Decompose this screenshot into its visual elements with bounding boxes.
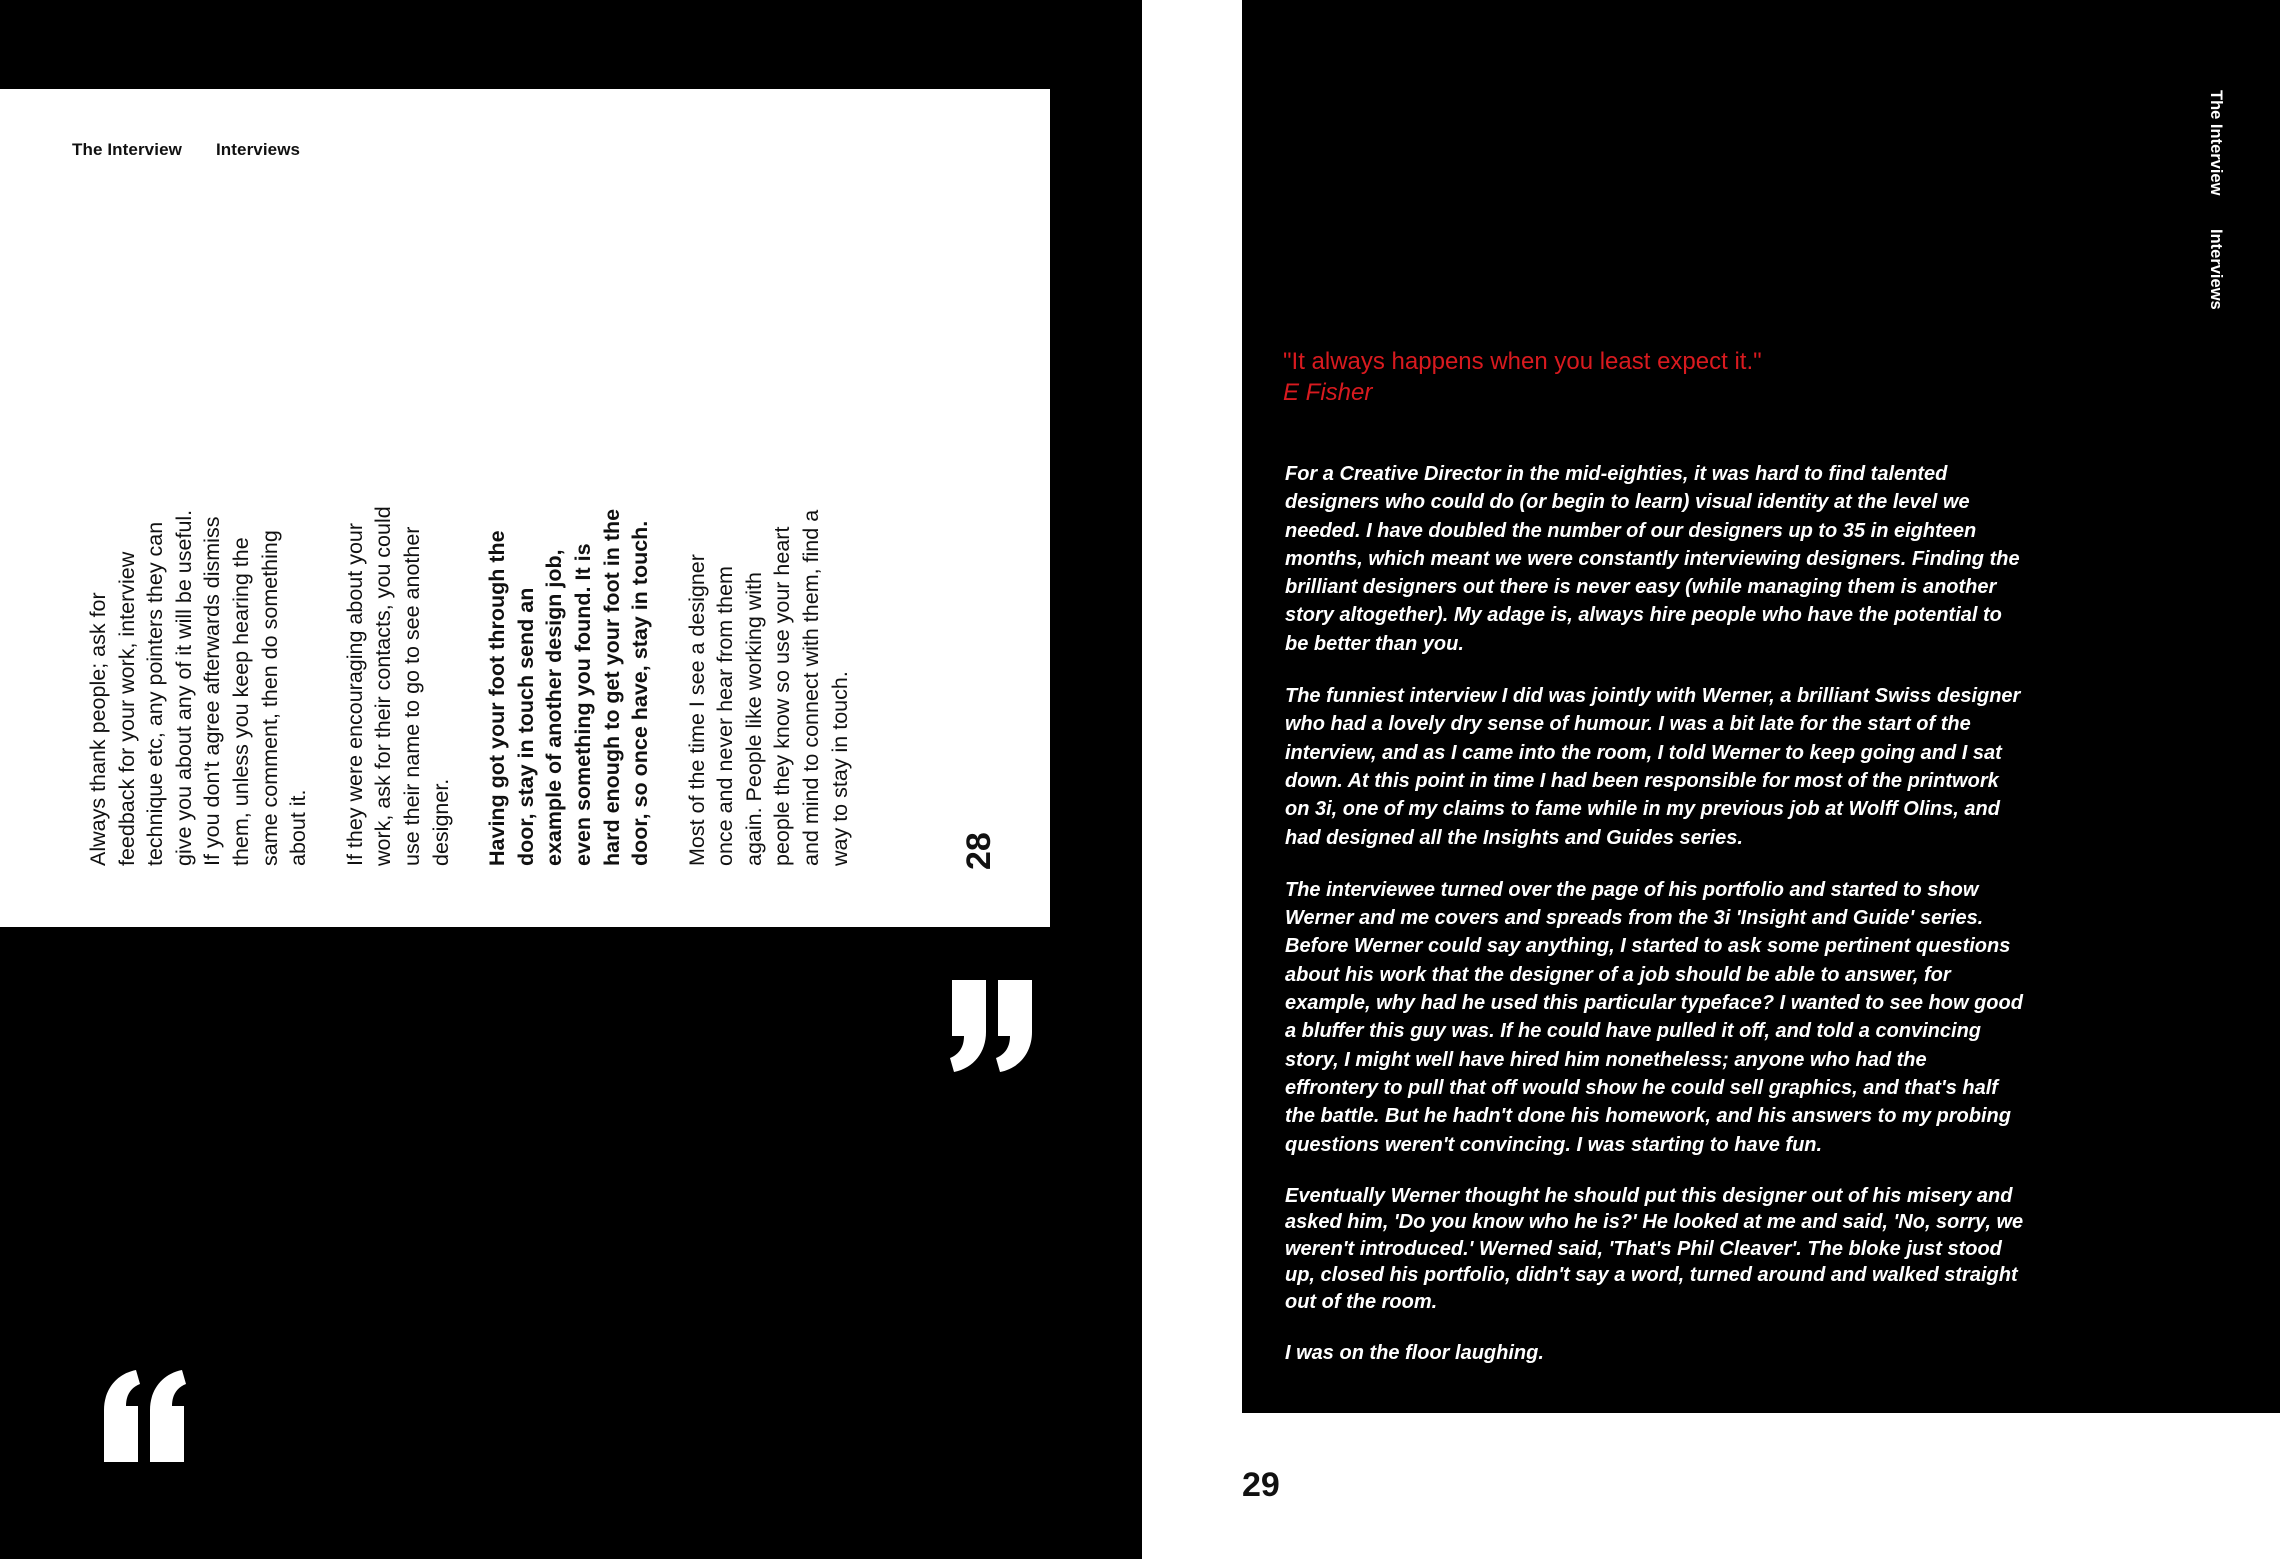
pull-quote-author: E Fisher (1283, 379, 1373, 406)
right-paragraph-4: Eventually Werner thought he should put this designer out of his misery and asked him, 'Do you know who he is?' He looked at me and said, 'No, sorry, we weren't introduced.' Werned said, 'That's Phil Cleaver'. The bloke just stood up, closed his portfolio, didn't say a word, turned around and walked straight out of the room. (1285, 1184, 2024, 1313)
page-number-right: 29 (1242, 1466, 1280, 1504)
close-quote-icon (950, 978, 1036, 1079)
left-paragraph-1: Always thank people; ask for feedback for your work, interview technique etc, any pointers they can give you about any of it will be useful. If you don't agree afterwards dismiss them, unless you keep hearing the same comment, then do something about it. (86, 509, 311, 866)
right-paragraph-3: The interviewee turned over the page of his portfolio and started to show Werner and me covers and spreads from the 3i 'Insight and Guide' series. Before Werner could say anything, I started to ask some pertinent questions about his work that the designer of a job should be able to answer, for example, why had he used this particular typeface? I wanted to see how good a bluffer this guy was. If he could have pulled it off, and told a convincing story, I might well have hired him nonetheless; anyone who had the effrontery to pull that off would show he could sell graphics, and that's half the battle. But he hadn't done his homework, and his answers to my probing questions weren't convincing. I was starting to have fun. (1285, 878, 2023, 1156)
right-paragraph-5: I was on the floor laughing. (1285, 1342, 1544, 1365)
left-running-header (72, 140, 300, 160)
left-header-category: Interviews (215, 140, 301, 159)
pull-quote (1283, 346, 1762, 408)
right-paragraph-2: The funniest interview I did was jointly with Werner, a brilliant Swiss designer who had a lovely dry sense of humour. I was a bit late for the start of the interview, and as I came into the room, I told Werner to keep going and I sat down. At this point in time I had been responsible for most of the printwork on 3i, one of my claims to fame while in my previous job at Wolff Olins, and had designed all the Insights and Guides series. (1285, 685, 2021, 849)
right-running-header (2206, 90, 2225, 310)
left-paragraph-3: Having got your foot through the door, stay in touch send an example of another design job, even something you found. It is hard enough to get your foot in the door, so once have, stay in touch. (485, 508, 653, 866)
open-quote-icon (100, 1368, 186, 1469)
left-paragraph-2: If they were encouraging about your work, ask for their contacts, you could use their name to go to see another designer. (342, 506, 453, 866)
right-header-section: The Interview (2207, 90, 2225, 196)
page-number-left: 28 (960, 832, 998, 870)
pull-quote-text: "It always happens when you least expect it." (1283, 348, 1762, 375)
left-header-section: The Interview (72, 140, 182, 159)
right-body-text (1285, 460, 2025, 1392)
left-body-text (84, 506, 882, 866)
left-rotated-column (84, 506, 864, 866)
left-paragraph-4: Most of the time I see a designer once and never hear from them again. People like working with people they know so use your heart and mind to connect with them, find a way to stay in touch. (684, 509, 852, 866)
right-header-category: Interviews (2207, 229, 2225, 311)
right-paragraph-1: For a Creative Director in the mid-eighties, it was hard to find talented designers who could do (or begin to learn) visual identity at the level we needed. I have doubled the number of our designers up to 35 in eighteen months, which meant we were constantly interviewing designers. Finding the brilliant designers out there is never easy (while managing them is another story altogether). My adage is, always hire people who have the potential to be better than you. (1285, 463, 2020, 655)
